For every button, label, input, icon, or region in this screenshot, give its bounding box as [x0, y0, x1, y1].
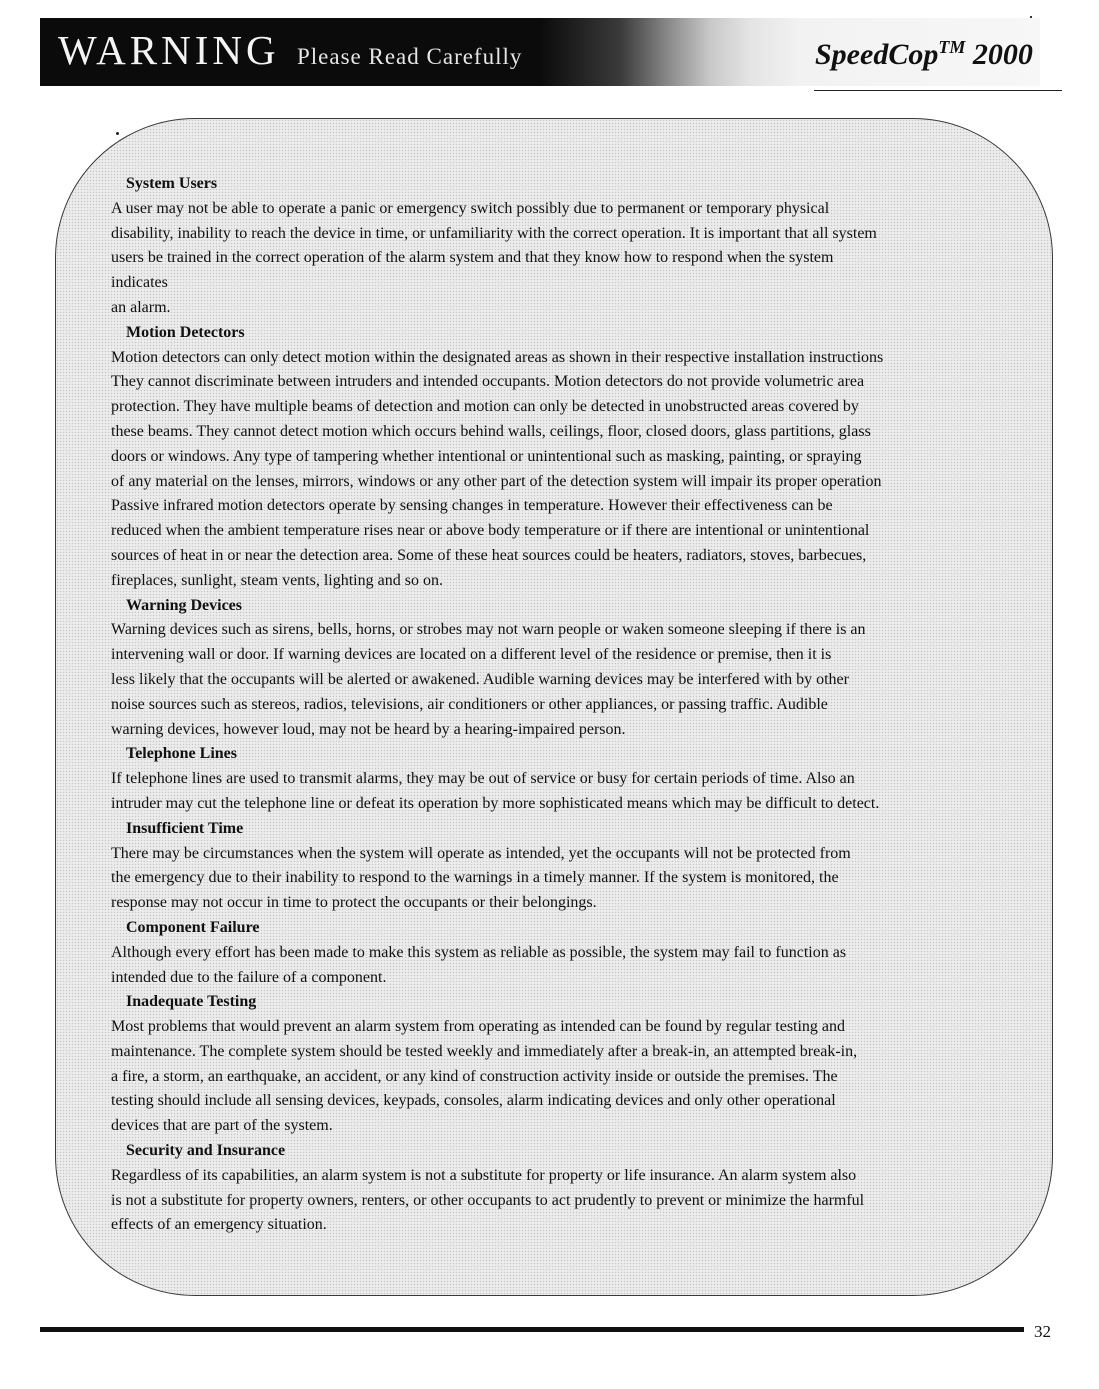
body-line: testing should include all sensing devices, keypads, consoles, alarm indicating devices and only other operational [111, 1092, 836, 1110]
body-line: these beams. They cannot detect motion which occurs behind walls, ceilings, floor, closed doors, glass partitions, glass [111, 422, 871, 440]
body-line: Motion detectors can only detect motion within the designated areas as shown in their respective installation instructions [111, 348, 884, 366]
body-line: the emergency due to their inability to respond to the warnings in a timely manner. If the system is monitored, the [111, 869, 839, 887]
warning-subtitle: Please Read Carefully [297, 44, 523, 69]
body-line: indicates [111, 274, 168, 292]
body-line: Passive infrared motion detectors operate by sensing changes in temperature. However their effectiveness can be [111, 497, 833, 515]
section-heading: Motion Detectors [126, 323, 245, 341]
body-line: Warning devices such as sirens, bells, horns, or strobes may not warn people or waken someone sleeping if there is an [111, 621, 866, 639]
section-heading: System Users [126, 175, 218, 192]
body-line: reduced when the ambient temperature rises near or above body temperature or if there are intentional or unintentional [111, 522, 870, 540]
body-line: is not a substitute for property owners, renters, or other occupants to act prudently to prevent or minimize the harmful [111, 1191, 865, 1209]
body-line: of any material on the lenses, mirrors, windows or any other part of the detection system will impair its proper operation [111, 472, 882, 490]
body-line: If telephone lines are used to transmit alarms, they may be out of service or busy for certain periods of time. Also an [111, 770, 855, 788]
body-line: warning devices, however loud, may not be heard by a hearing-impaired person. [111, 720, 626, 738]
product-brand [815, 38, 1033, 72]
section-heading: Component Failure [126, 918, 260, 936]
body-line: an alarm. [111, 298, 171, 316]
section-heading: Inadequate Testing [126, 993, 257, 1011]
body-line: There may be circumstances when the system will operate as intended, yet the occupants will not be protected from [111, 844, 851, 862]
body-line: intended due to the failure of a component. [111, 968, 387, 986]
body-line: Although every effort has been made to make this system as reliable as possible, the system may fail to function as [111, 943, 847, 961]
body-line: sources of heat in or near the detection area. Some of these heat sources could be heaters, radiators, stoves, barbecues, [111, 546, 867, 564]
section-heading: Telephone Lines [126, 745, 237, 763]
section-heading: Insufficient Time [126, 819, 244, 837]
body-line: response may not occur in time to protect the occupants or their belongings. [111, 894, 597, 912]
body-line: disability, inability to reach the device in time, or unfamiliarity with the correct operation. It is important that all system [111, 224, 877, 242]
body-line: doors or windows. Any type of tampering whether intentional or unintentional such as masking, painting, or spraying [111, 447, 862, 465]
body-line: They cannot discriminate between intruders and intended occupants. Motion detectors do not provide volumetric area [111, 373, 865, 391]
body-line: Regardless of its capabilities, an alarm system is not a substitute for property or life insurance. An alarm system also [111, 1166, 857, 1184]
body-line: a fire, a storm, an earthquake, an accident, or any kind of construction activity inside or outside the premises. The [111, 1067, 838, 1085]
page-number: 32 [1034, 1322, 1051, 1341]
body-line: maintenance. The complete system should be tested weekly and immediately after a break-in, an attempted break-in, [111, 1042, 858, 1060]
body-line: users be trained in the correct operation of the alarm system and that they know how to respond when the system [111, 249, 834, 267]
warning-title: WARNING [58, 27, 280, 73]
body-line: Most problems that would prevent an alarm system from operating as intended can be found by regular testing and [111, 1018, 846, 1036]
brand-model: 2000 [972, 38, 1033, 71]
stray-dot [116, 132, 119, 135]
body-line: intruder may cut the telephone line or defeat its operation by more sophisticated means which may be difficult to detect. [111, 794, 880, 812]
trademark-mark: TM [938, 37, 966, 57]
section-heading: Warning Devices [126, 596, 242, 614]
brand-name: SpeedCop [815, 38, 939, 71]
body-line: effects of an emergency situation. [111, 1216, 327, 1234]
section-heading: Security and Insurance [126, 1142, 286, 1160]
body-line: intervening wall or door. If warning devices are located on a different level of the residence or premise, then it is [111, 646, 832, 664]
footer-rule [40, 1327, 1024, 1332]
header-rule [814, 90, 1062, 91]
warning-text [111, 172, 1041, 1238]
body-line: A user may not be able to operate a panic or emergency switch possibly due to permanent or temporary physical [111, 199, 830, 217]
body-line: less likely that the occupants will be alerted or awakened. Audible warning devices may be interfered with by other [111, 670, 849, 688]
body-line: fireplaces, sunlight, steam vents, lighting and so on. [111, 571, 443, 589]
body-line: devices that are part of the system. [111, 1117, 333, 1135]
body-line: noise sources such as stereos, radios, televisions, air conditioners or other appliances, or passing traffic. Audible [111, 695, 828, 713]
body-line: protection. They have multiple beams of detection and motion can only be detected in unobstructed areas covered by [111, 398, 859, 416]
